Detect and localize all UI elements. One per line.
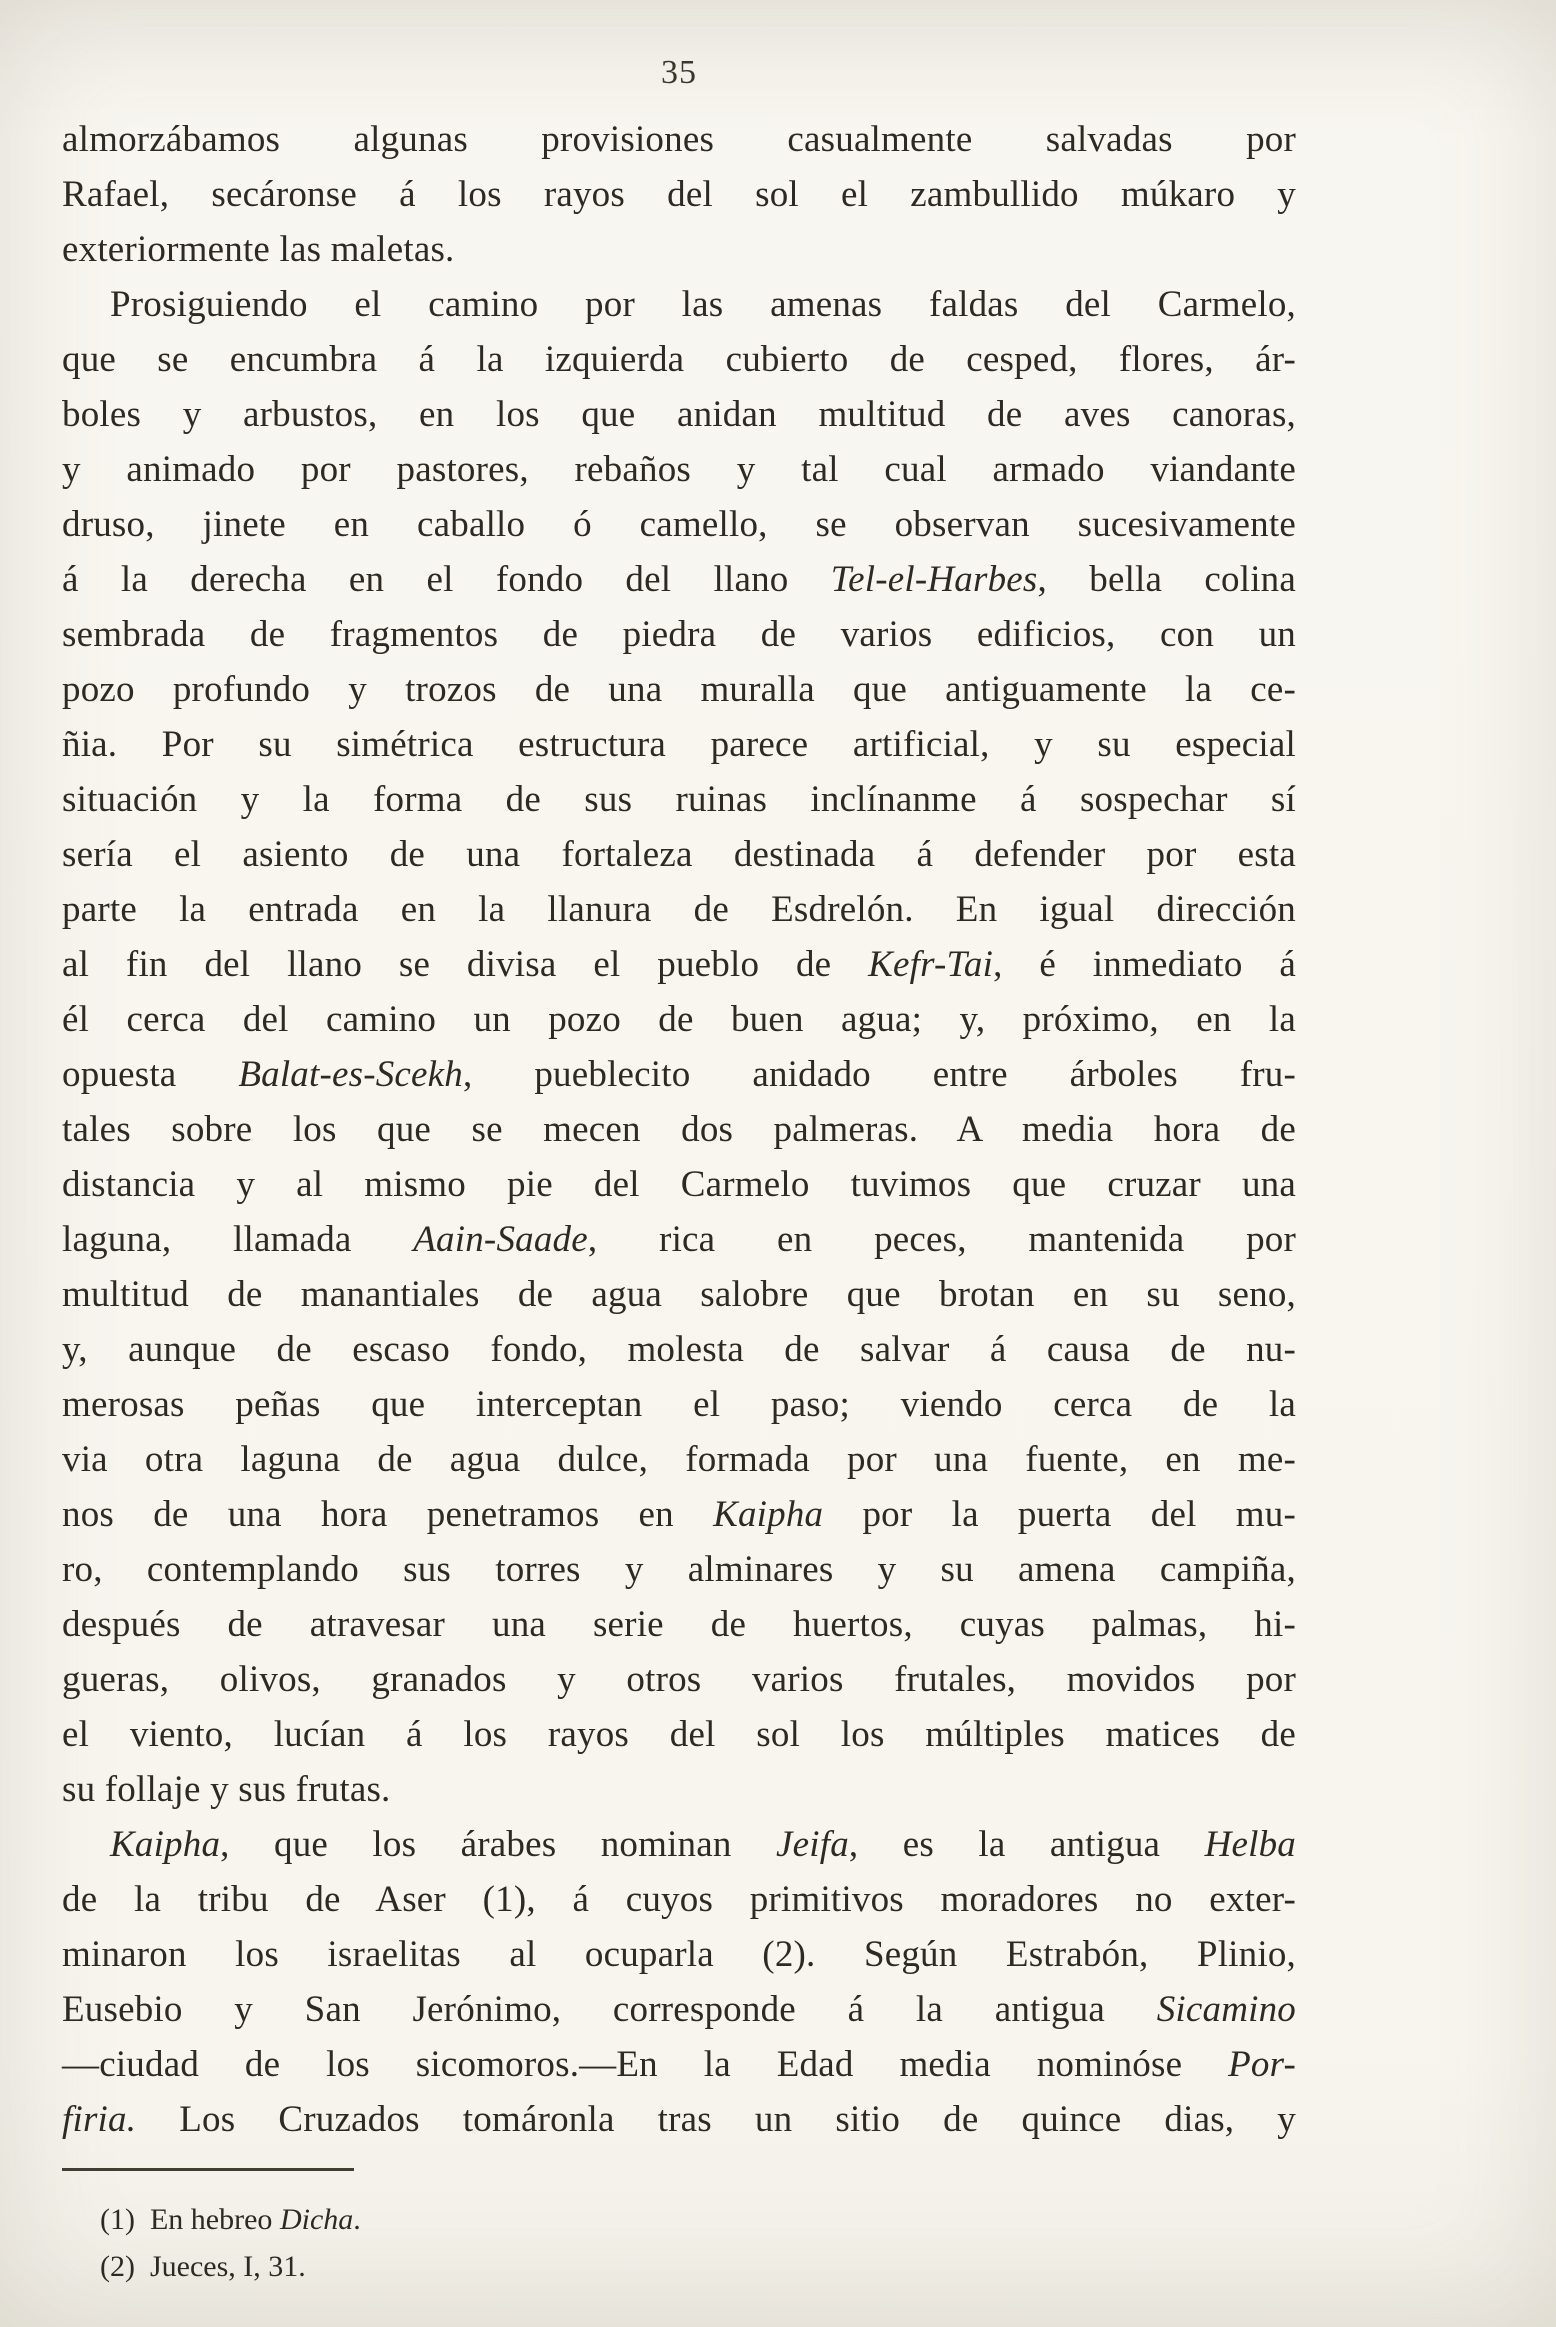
text-run: y, aunque de escaso fondo, molesta de salvar á causa de nu-: [62, 1329, 1296, 1370]
text-line: [62, 167, 1296, 222]
text-line: [62, 277, 1296, 332]
footnote-line: [62, 2243, 1296, 2290]
italic-term: Helba: [1204, 1824, 1296, 1865]
text-run: por la puerta del mu-: [823, 1494, 1296, 1535]
text-line: [62, 1872, 1296, 1927]
text-run: —ciudad de los sicomoros.—En la Edad media nominóse: [62, 2044, 1229, 2085]
footnote-line: [62, 2196, 1296, 2243]
text-run: , es la antigua: [848, 1824, 1205, 1865]
text-line: [62, 1212, 1296, 1267]
text-line: [62, 1102, 1296, 1157]
text-run: su follaje y sus frutas.: [62, 1769, 391, 1810]
text-run: merosas peñas que interceptan el paso; viendo cerca de la: [62, 1384, 1296, 1425]
text-line: [62, 2092, 1296, 2147]
text-line: [62, 1322, 1296, 1377]
text-run: , é inmediato á: [993, 944, 1296, 985]
body-text: [62, 112, 1296, 2147]
text-run: gueras, olivos, granados y otros varios frutales, movidos por: [62, 1659, 1296, 1700]
text-line: [62, 442, 1296, 497]
text-run: él cerca del camino un pozo de buen agua; y, próximo, en la: [62, 999, 1296, 1040]
text-run: situación y la forma de sus ruinas inclínanme á sospechar sí: [62, 779, 1296, 820]
footnote-separator: [62, 2168, 354, 2171]
text-run: á la derecha en el fondo del llano: [62, 559, 831, 600]
text-run: parte la entrada en la llanura de Esdrelón. En igual dirección: [62, 889, 1296, 930]
text-run: Prosiguiendo el camino por las amenas faldas del Carmelo,: [110, 284, 1296, 325]
text-run: , que los árabes nominan: [220, 1824, 776, 1865]
text-line: [62, 607, 1296, 662]
text-run: que se encumbra á la izquierda cubierto de cesped, flores, ár-: [62, 339, 1296, 380]
text-line: [62, 1982, 1296, 2037]
text-line: [62, 1047, 1296, 1102]
text-run: almorzábamos algunas provisiones casualmente salvadas por: [62, 119, 1296, 160]
text-run: , rica en peces, mantenida por: [587, 1219, 1296, 1260]
text-line: [62, 882, 1296, 937]
text-run: después de atravesar una serie de huertos, cuyas palmas, hi-: [62, 1604, 1296, 1645]
text-line: [62, 1817, 1296, 1872]
text-run: tales sobre los que se mecen dos palmeras. A media hora de: [62, 1109, 1296, 1150]
text-run: (1) En hebreo: [100, 2203, 280, 2236]
text-run: el viento, lucían á los rayos del sol los múltiples matices de: [62, 1714, 1296, 1755]
text-run: Rafael, secáronse á los rayos del sol el zambullido múkaro y: [62, 174, 1296, 215]
text-line: [62, 112, 1296, 167]
italic-term: Aain-Saade: [413, 1219, 588, 1260]
text-line: [62, 552, 1296, 607]
text-run: druso, jinete en caballo ó camello, se observan sucesivamente: [62, 504, 1296, 545]
text-line: [62, 662, 1296, 717]
text-line: [62, 2037, 1296, 2092]
text-line: [62, 497, 1296, 552]
text-line: [62, 332, 1296, 387]
text-run: ro, contemplando sus torres y alminares y su amena campiña,: [62, 1549, 1296, 1590]
text-line: [62, 1652, 1296, 1707]
text-run: minaron los israelitas al ocuparla (2). Según Estrabón, Plinio,: [62, 1934, 1296, 1975]
text-run: opuesta: [62, 1054, 239, 1095]
text-line: [62, 1377, 1296, 1432]
text-run: pozo profundo y trozos de una muralla que antiguamente la ce-: [62, 669, 1296, 710]
text-line: [62, 827, 1296, 882]
text-run: boles y arbustos, en los que anidan multitud de aves canoras,: [62, 394, 1296, 435]
text-line: [62, 1927, 1296, 1982]
text-run: exteriormente las maletas.: [62, 229, 455, 270]
text-line: [62, 937, 1296, 992]
text-run: de la tribu de Aser (1), á cuyos primitivos moradores no exter-: [62, 1879, 1296, 1920]
text-line: [62, 717, 1296, 772]
text-run: (2) Jueces, I, 31.: [100, 2250, 306, 2283]
text-line: [62, 1487, 1296, 1542]
text-run: .: [353, 2203, 361, 2236]
text-line: [62, 222, 1296, 277]
text-line: [62, 1267, 1296, 1322]
text-line: [62, 772, 1296, 827]
italic-term: Dicha: [279, 2203, 354, 2236]
text-line: [62, 992, 1296, 1047]
text-run: y animado por pastores, rebaños y tal cual armado viandante: [62, 449, 1296, 490]
text-line: [62, 1432, 1296, 1487]
italic-term: Tel-el-Harbes: [830, 559, 1038, 600]
text-line: [62, 1542, 1296, 1597]
text-run: sería el asiento de una fortaleza destinada á defender por esta: [62, 834, 1296, 875]
italic-term: Kaipha: [110, 1824, 221, 1865]
text-run: multitud de manantiales de agua salobre que brotan en su seno,: [62, 1274, 1296, 1315]
footnotes: [62, 2196, 1296, 2290]
text-run: , pueblecito anidado entre árboles fru-: [463, 1054, 1296, 1095]
italic-term: Por-: [1228, 2044, 1296, 2085]
italic-term: Balat-es-Scekh: [238, 1054, 464, 1095]
italic-term: firia.: [62, 2099, 137, 2140]
text-line: [62, 1707, 1296, 1762]
text-line: [62, 387, 1296, 442]
text-run: via otra laguna de agua dulce, formada por una fuente, en me-: [62, 1439, 1296, 1480]
text-line: [62, 1597, 1296, 1652]
page-number: 35: [661, 54, 697, 91]
italic-term: Kefr-Tai: [868, 944, 994, 985]
text-run: laguna, llamada: [62, 1219, 414, 1260]
text-line: [62, 1762, 1296, 1817]
italic-term: Sicamino: [1156, 1989, 1296, 2030]
text-run: , bella colina: [1037, 559, 1297, 600]
text-run: Los Cruzados tomáronla tras un sitio de quince dias, y: [136, 2099, 1296, 2140]
text-run: sembrada de fragmentos de piedra de varios edificios, con un: [62, 614, 1296, 655]
text-line: [62, 1157, 1296, 1212]
text-run: al fin del llano se divisa el pueblo de: [62, 944, 869, 985]
text-run: nos de una hora penetramos en: [62, 1494, 714, 1535]
text-run: ñia. Por su simétrica estructura parece artificial, y su especial: [62, 724, 1296, 765]
italic-term: Jeifa: [775, 1824, 849, 1865]
text-run: distancia y al mismo pie del Carmelo tuvimos que cruzar una: [62, 1164, 1296, 1205]
text-run: Eusebio y San Jerónimo, corresponde á la antigua: [62, 1989, 1157, 2030]
italic-term: Kaipha: [713, 1494, 824, 1535]
